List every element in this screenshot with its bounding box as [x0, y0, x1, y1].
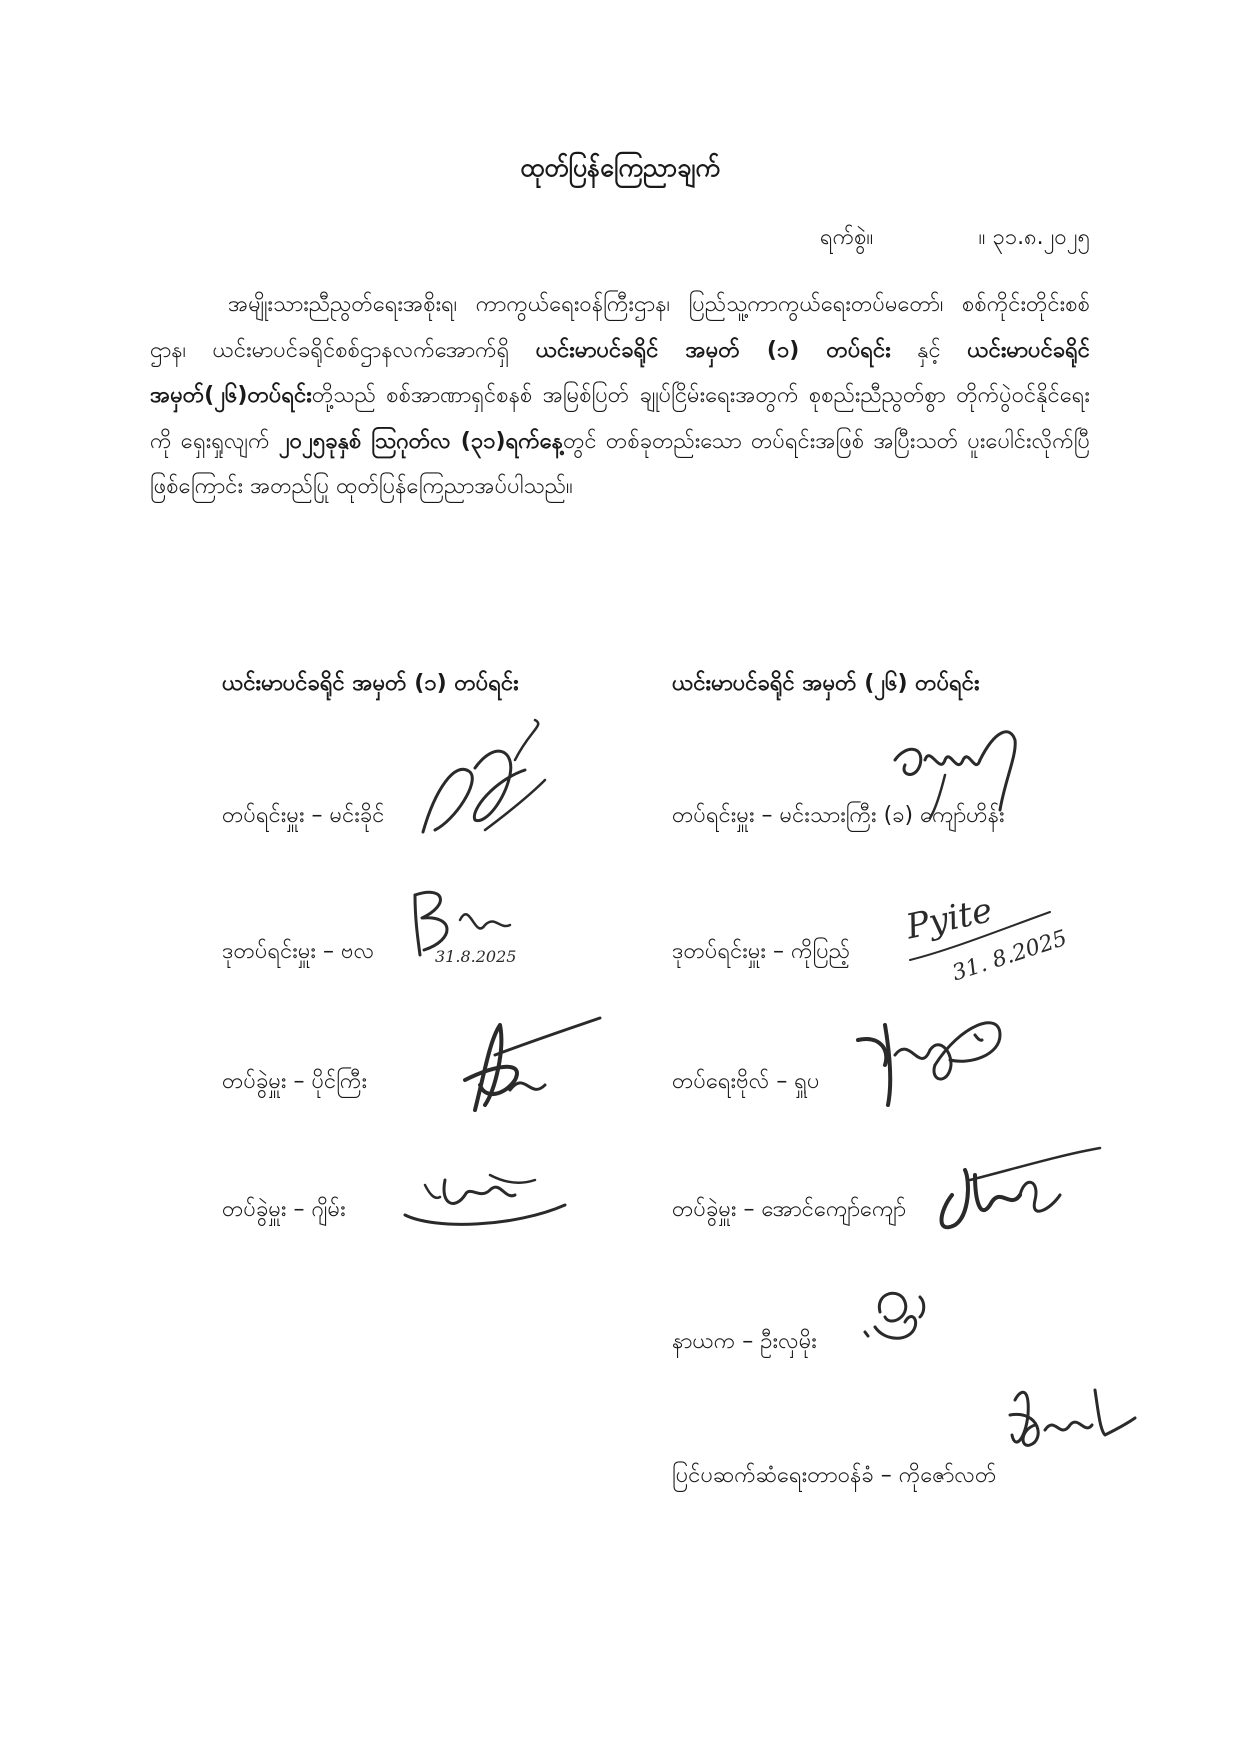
signature-u-hla-moe [860, 1282, 940, 1352]
right-signatory-5: နာယက – ဦးလှမိုး [672, 1329, 817, 1354]
date-value: ။ ၃၁.၈.၂၀၂၅ [978, 225, 1090, 250]
right-signatory-3: တပ်ရေးဗိုလ် – ရှူပ [672, 1069, 820, 1094]
signature-min-khaing [415, 720, 555, 840]
statement-paragraph [150, 282, 1090, 510]
paragraph-text-2: နှင့် [890, 337, 968, 363]
signature-date-text-right: 31. 8.2025 [949, 925, 1071, 987]
merger-date: ၂၀၂၅ခုနှစ် ဩဂုတ်လ (၃၁)ရက်နေ့ [278, 428, 564, 454]
signature-ko-pyae [880, 890, 1071, 987]
right-signatory-6: ပြင်ပဆက်ဆံရေးတာဝန်ခံ – ကိုဇော်လတ် [672, 1463, 997, 1488]
left-signatory-4: တပ်ခွဲမှူး – ဂျိမ်း [222, 1197, 346, 1222]
signature-min-thar-gyi [885, 720, 1035, 820]
date-label: ရက်စွဲ။ [820, 225, 874, 250]
signature-bala [400, 880, 560, 970]
signature-ko-zaw-lat [1000, 1370, 1140, 1460]
right-signatory-1: တပ်ရင်းမှူး – မင်းသားကြီး (ခ) ကျော်ဟိန်း [672, 803, 1005, 828]
right-signatory-4: တပ်ခွဲမှူး – အောင်ကျော်ကျော် [672, 1197, 907, 1222]
right-signatory-2: ဒုတပ်ရင်းမှူး – ကိုပြည့် [672, 939, 851, 964]
signature-paing-gyi [455, 1010, 605, 1120]
right-unit-heading: ယင်းမာပင်ခရိုင် အမှတ် (၂၆) တပ်ရင်း [672, 671, 980, 696]
left-signatory-1: တပ်ရင်းမှူး – မင်းခိုင် [222, 803, 385, 828]
signature-james [395, 1155, 575, 1235]
paragraph-text-3: တို့သည် စစ်အာဏာရှင်စနစ် အမြစ်ပြတ် ချုပ်ငြိမ်းရေးအတွက် စုစည်းညီညွတ်စွာ တိုက်ပွဲဝင်နိုင်ရေးကို ရှေးရှုလျက် [150, 383, 1090, 454]
signature-aung-kyaw-kyaw [930, 1140, 1110, 1250]
unit-26-name: ယင်းမာပင်ခရိုင် အမှတ်(၂၆)တပ်ရင်း [150, 337, 1090, 408]
paragraph-text-1: အမျိုးသားညီညွတ်ရေးအစိုးရ၊ ကာကွယ်ရေးဝန်ကြီးဌာန၊ ပြည်သူ့ကာကွယ်ရေးတပ်မတော်၊ စစ်ကိုင်းတိုင်းစစ်ဌာန၊ ယင်းမာပင်ခရိုင်စစ်ဌာနလက်အောက်ရှိ [150, 292, 1090, 363]
signature-shu-pa [850, 1005, 1010, 1120]
signature-name-text: Pyite [902, 890, 996, 948]
document-title: ထုတ်ပြန်ကြေညာချက် [520, 153, 720, 182]
left-unit-heading: ယင်းမာပင်ခရိုင် အမှတ် (၁) တပ်ရင်း [222, 671, 519, 696]
unit-1-name: ယင်းမာပင်ခရိုင် အမှတ် (၁) တပ်ရင်း [535, 337, 891, 363]
left-signatory-2: ဒုတပ်ရင်းမှူး – ဗလ [222, 939, 375, 964]
signature-date-text: 31.8.2025 [435, 947, 517, 966]
paragraph-text-4: တွင် တစ်ခုတည်းသော တပ်ရင်းအဖြစ် အပြီးသတ် ပူးပေါင်းလိုက်ပြီဖြစ်ကြောင်း အတည်ပြု ထုတ်ပြန်ကြေညာအပ်ပါသည်။ [150, 428, 1090, 499]
left-signatory-3: တပ်ခွဲမှူး – ပိုင်ကြီး [222, 1069, 368, 1094]
